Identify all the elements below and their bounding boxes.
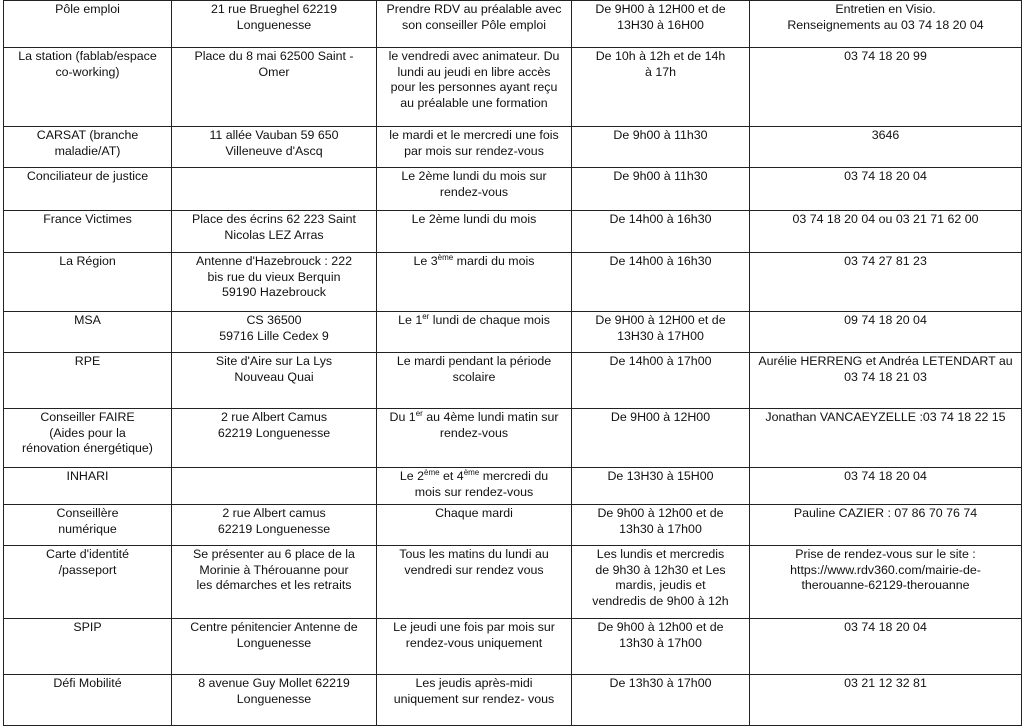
address-cell: 8 avenue Guy Mollet 62219 Longuenesse <box>172 675 377 726</box>
services-table <box>3 0 1022 726</box>
hours-cell: Les lundis et mercredis de 9h30 à 12h30 et Les mardis, jeudis et vendredis de 9h00 à 12h <box>572 546 750 619</box>
contact-cell: 03 74 18 20 04 <box>750 619 1022 675</box>
contact-cell: 03 74 18 20 04 <box>750 168 1022 211</box>
table-row <box>4 211 1022 253</box>
table-row <box>4 546 1022 619</box>
organisation-cell: INHARI <box>4 468 172 505</box>
schedule-cell: Le 2ème lundi du mois <box>377 211 572 253</box>
table-row <box>4 619 1022 675</box>
contact-cell: 09 74 18 20 04 <box>750 312 1022 353</box>
hours-cell: De 14h00 à 17h00 <box>572 353 750 409</box>
table-row <box>4 48 1022 127</box>
address-cell: Se présenter au 6 place de la Morinie à Thérouanne pour les démarches et les retraits <box>172 546 377 619</box>
organisation-cell: CARSAT (branche maladie/AT) <box>4 127 172 168</box>
organisation-cell: Défi Mobilité <box>4 675 172 726</box>
schedule-cell: Les jeudis après-midi uniquement sur rendez- vous <box>377 675 572 726</box>
contact-cell: Jonathan VANCAEYZELLE :03 74 18 22 15 <box>750 409 1022 468</box>
contact-cell: Prise de rendez-vous sur le site : https://www.rdv360.com/mairie-de- therouanne-62129-therouanne <box>750 546 1022 619</box>
schedule-cell: Du 1er au 4ème lundi matin sur rendez-vous <box>377 409 572 468</box>
organisation-cell: RPE <box>4 353 172 409</box>
organisation-cell: Conseillère numérique <box>4 505 172 546</box>
hours-cell: De 9h00 à 11h30 <box>572 127 750 168</box>
organisation-cell: France Victimes <box>4 211 172 253</box>
address-cell: 2 rue Albert camus 62219 Longuenesse <box>172 505 377 546</box>
organisation-cell: Pôle emploi <box>4 1 172 48</box>
table-row <box>4 409 1022 468</box>
hours-cell: De 9H00 à 12H00 <box>572 409 750 468</box>
contact-cell: 03 21 12 32 81 <box>750 675 1022 726</box>
table-row <box>4 1 1022 48</box>
address-cell: Place des écrins 62 223 Saint Nicolas LEZ Arras <box>172 211 377 253</box>
contact-cell: 03 74 18 20 04 <box>750 468 1022 505</box>
hours-cell: De 14h00 à 16h30 <box>572 211 750 253</box>
address-cell: 21 rue Brueghel 62219 Longuenesse <box>172 1 377 48</box>
address-cell: Place du 8 mai 62500 Saint - Omer <box>172 48 377 127</box>
contact-cell: Aurélie HERRENG et Andréa LETENDART au 03 74 18 21 03 <box>750 353 1022 409</box>
schedule-cell: Le 1er lundi de chaque mois <box>377 312 572 353</box>
address-cell <box>172 468 377 505</box>
schedule-cell: Le 2ème et 4ème mercredi du mois sur rendez-vous <box>377 468 572 505</box>
schedule-cell: le mardi et le mercredi une fois par mois sur rendez-vous <box>377 127 572 168</box>
hours-cell: De 13H30 à 15H00 <box>572 468 750 505</box>
schedule-cell: Le jeudi une fois par mois sur rendez-vous uniquement <box>377 619 572 675</box>
table-row <box>4 168 1022 211</box>
table-row <box>4 353 1022 409</box>
table-row <box>4 253 1022 312</box>
hours-cell: De 9h00 à 12h00 et de 13h30 à 17h00 <box>572 619 750 675</box>
contact-cell: 03 74 18 20 99 <box>750 48 1022 127</box>
organisation-cell: MSA <box>4 312 172 353</box>
organisation-cell: SPIP <box>4 619 172 675</box>
organisation-cell: La Région <box>4 253 172 312</box>
schedule-cell: Le 2ème lundi du mois sur rendez-vous <box>377 168 572 211</box>
hours-cell: De 10h à 12h et de 14h à 17h <box>572 48 750 127</box>
hours-cell: De 13h30 à 17h00 <box>572 675 750 726</box>
address-cell: CS 36500 59716 Lille Cedex 9 <box>172 312 377 353</box>
table-row <box>4 127 1022 168</box>
hours-cell: De 9H00 à 12H00 et de 13H30 à 17H00 <box>572 312 750 353</box>
contact-cell: Pauline CAZIER : 07 86 70 76 74 <box>750 505 1022 546</box>
table-row <box>4 505 1022 546</box>
table-row <box>4 468 1022 505</box>
address-cell: Site d'Aire sur La Lys Nouveau Quai <box>172 353 377 409</box>
organisation-cell: Conciliateur de justice <box>4 168 172 211</box>
contact-cell: 03 74 18 20 04 ou 03 21 71 62 00 <box>750 211 1022 253</box>
organisation-cell: Carte d'identité /passeport <box>4 546 172 619</box>
address-cell: 11 allée Vauban 59 650 Villeneuve d'Ascq <box>172 127 377 168</box>
contact-cell: 03 74 27 81 23 <box>750 253 1022 312</box>
hours-cell: De 9H00 à 12H00 et de 13H30 à 16H00 <box>572 1 750 48</box>
schedule-cell: Prendre RDV au préalable avec son conseiller Pôle emploi <box>377 1 572 48</box>
schedule-cell: le vendredi avec animateur. Du lundi au jeudi en libre accès pour les personnes ayant reçu au préalable une formation <box>377 48 572 127</box>
schedule-cell: Tous les matins du lundi au vendredi sur rendez vous <box>377 546 572 619</box>
contact-cell: Entretien en Visio. Renseignements au 03 74 18 20 04 <box>750 1 1022 48</box>
address-cell: 2 rue Albert Camus 62219 Longuenesse <box>172 409 377 468</box>
schedule-cell: Le mardi pendant la période scolaire <box>377 353 572 409</box>
address-cell <box>172 168 377 211</box>
address-cell: Antenne d'Hazebrouck : 222 bis rue du vieux Berquin 59190 Hazebrouck <box>172 253 377 312</box>
hours-cell: De 14h00 à 16h30 <box>572 253 750 312</box>
address-cell: Centre pénitencier Antenne de Longuenesse <box>172 619 377 675</box>
hours-cell: De 9h00 à 12h00 et de 13h30 à 17h00 <box>572 505 750 546</box>
contact-cell: 3646 <box>750 127 1022 168</box>
table-row <box>4 675 1022 726</box>
hours-cell: De 9h00 à 11h30 <box>572 168 750 211</box>
table-row <box>4 312 1022 353</box>
schedule-cell: Chaque mardi <box>377 505 572 546</box>
organisation-cell: Conseiller FAIRE (Aides pour la rénovation énergétique) <box>4 409 172 468</box>
schedule-cell: Le 3ème mardi du mois <box>377 253 572 312</box>
organisation-cell: La station (fablab/espace co-working) <box>4 48 172 127</box>
